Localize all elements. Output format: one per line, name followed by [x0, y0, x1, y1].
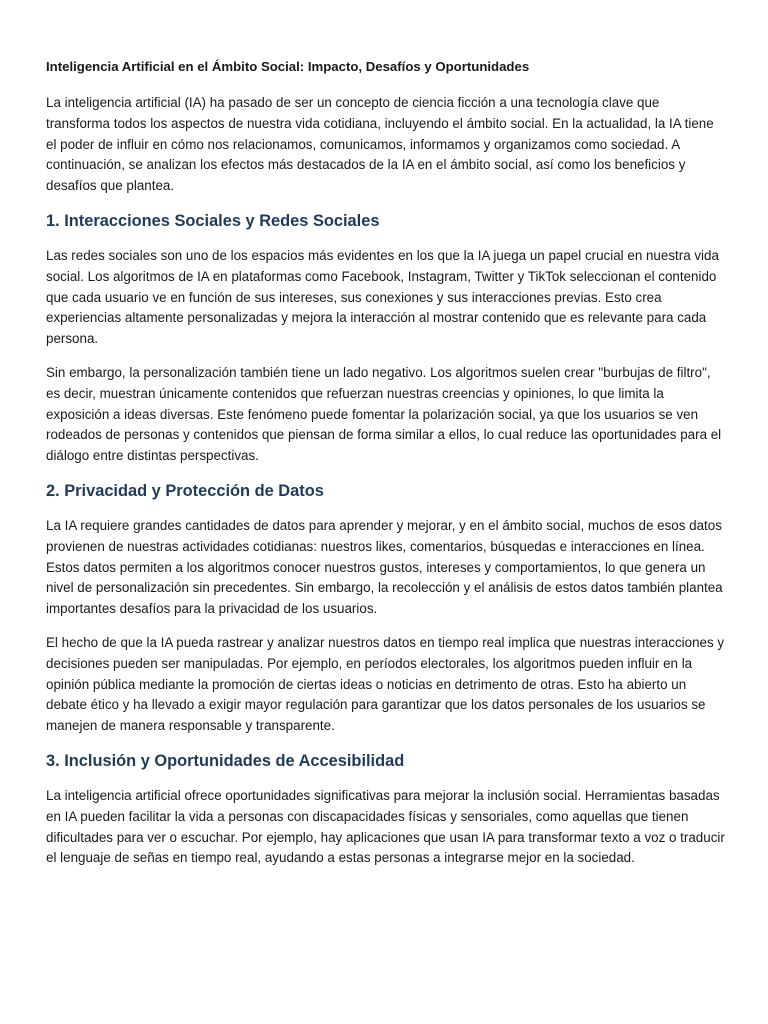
section-2-paragraph-2: El hecho de que la IA pueda rastrear y analizar nuestros datos en tiempo real implica que nuestras interacciones y decisiones pueden ser manipuladas. Por ejemplo, en períodos electorales, los algoritmos pueden influir en la opinión pública mediante la promoción de ciertas ideas o noticias en detrimento de otras. Esto ha abierto un debate ético y ha llevado a exigir mayor regulación para garantizar que los datos personales de los usuarios se manejen de manera responsable y transparente.	[46, 634, 725, 734]
section-2-heading: 2. Privacidad y Protección de Datos	[46, 481, 324, 500]
section-2-paragraph-1: La IA requiere grandes cantidades de datos para aprender y mejorar, y en el ámbito social, muchos de esos datos provienen de nuestras actividades cotidianas: nuestros likes, comentarios, búsquedas e interacciones en línea. Estos datos permiten a los algoritmos conocer nuestros gustos, intereses y comportamientos, lo que genera un nivel de personalización sin precedentes. Sin embargo, la recolección y el análisis de estos datos también plantea importantes desafíos para la privacidad de los usuarios.	[46, 517, 723, 617]
section-1-paragraph-1: Las redes sociales son uno de los espacios más evidentes en los que la IA juega un papel crucial en nuestra vida social. Los algoritmos de IA en plataformas como Facebook, Instagram, Twitter y TikTok seleccionan el contenido que cada usuario ve en función de sus intereses, sus conexiones y sus interacciones previas. Esto crea experiencias altamente personalizadas y mejora la interacción al mostrar contenido que es relevante para cada persona.	[46, 247, 719, 347]
section-3-heading: 3. Inclusión y Oportunidades de Accesibilidad	[46, 751, 405, 770]
section-1-paragraph-2: Sin embargo, la personalización también tiene un lado negativo. Los algoritmos suelen crear "burbujas de filtro", es decir, muestran únicamente contenidos que refuerzan nuestras creencias y opiniones, lo que limita la exposición a ideas diversas. Este fenómeno puede fomentar la polarización social, ya que los usuarios se ven rodeados de personas y contenidos que piensan de forma similar a ellos, lo cual reduce las oportunidades para el diálogo entre distintas perspectivas.	[46, 364, 722, 464]
document-title: Inteligencia Artificial en el Ámbito Social: Impacto, Desafíos y Oportunidades	[46, 59, 530, 74]
document-page	[46, 57, 726, 882]
intro-paragraph: La inteligencia artificial (IA) ha pasado de ser un concepto de ciencia ficción a una tecnología clave que transforma todos los aspectos de nuestra vida cotidiana, incluyendo el ámbito social. En la actualidad, la IA tiene el poder de influir en cómo nos relacionamos, comunicamos, informamos y organizamos como sociedad. A continuación, se analizan los efectos más destacados de la IA en el ámbito social, así como los beneficios y desafíos que plantea.	[46, 95, 714, 194]
section-1-heading: 1. Interacciones Sociales y Redes Sociales	[46, 211, 380, 230]
section-3-paragraph-1: La inteligencia artificial ofrece oportunidades significativas para mejorar la inclusión social. Herramientas basadas en IA pueden facilitar la vida a personas con discapacidades físicas y sensoriales, como aquellas que tienen dificultades para ver o escuchar. Por ejemplo, hay aplicaciones que usan IA para transformar texto a voz o traducir el lenguaje de señas en tiempo real, ayudando a estas personas a integrarse mejor en la sociedad.	[46, 787, 725, 866]
